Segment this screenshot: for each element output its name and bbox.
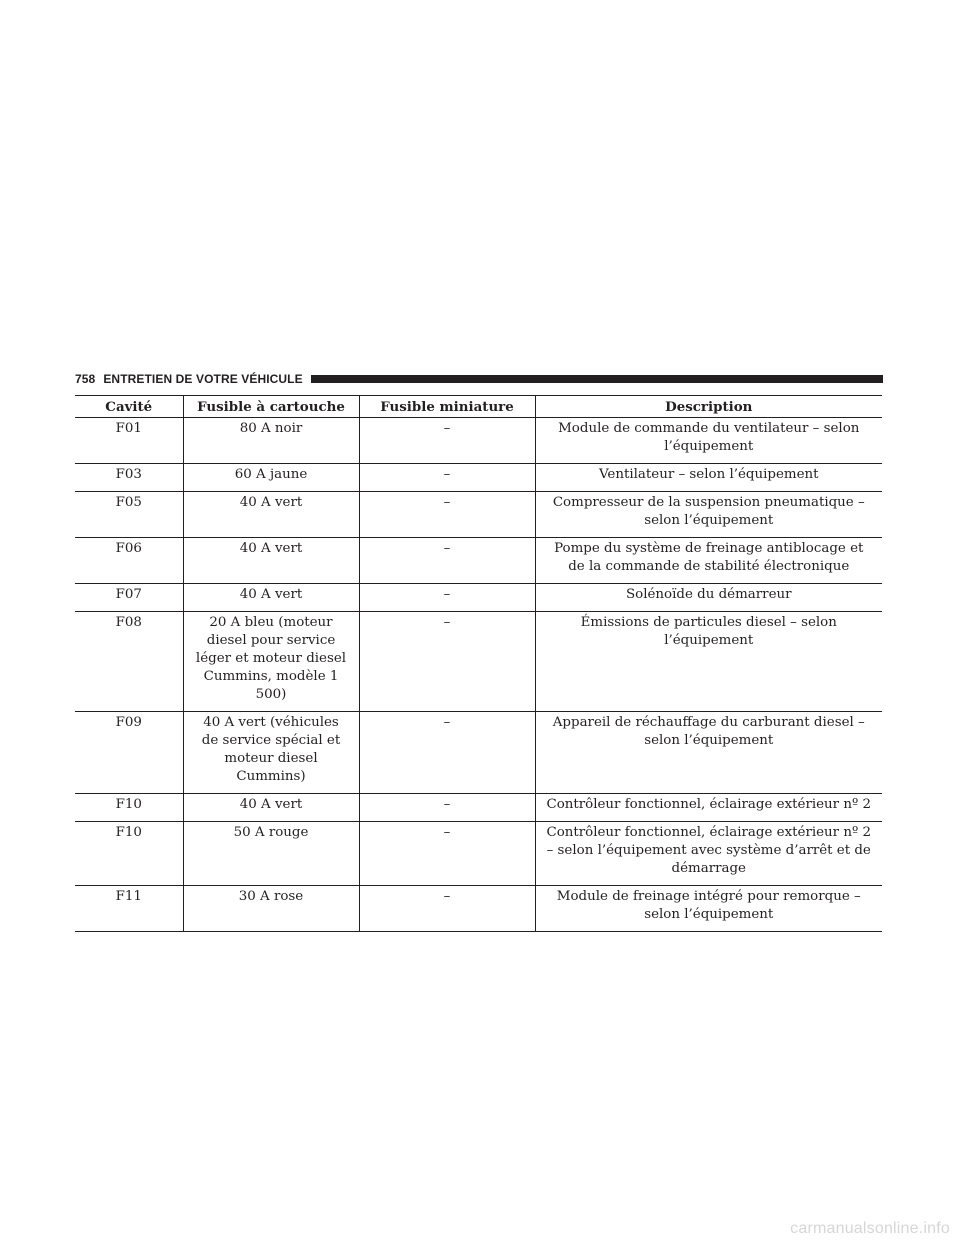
cavity-cell: F06	[75, 538, 183, 584]
table-row	[75, 822, 882, 886]
cavity-cell: F11	[75, 886, 183, 932]
cartridge-fuse-cell: 40 A vert (véhicules de service spécial et moteur diesel Cummins)	[183, 712, 359, 794]
description-cell: Ventilateur – selon l’équipement	[535, 464, 882, 492]
cartridge-fuse-cell: 30 A rose	[183, 886, 359, 932]
column-header-mini-fuse: Fusible miniature	[359, 396, 535, 418]
table-row	[75, 612, 882, 712]
cartridge-fuse-cell: 80 A noir	[183, 418, 359, 464]
description-cell: Compresseur de la suspension pneumatique – selon l’équipement	[535, 492, 882, 538]
description-cell: Solénoïde du démarreur	[535, 584, 882, 612]
cavity-cell: F10	[75, 794, 183, 822]
table-row	[75, 584, 882, 612]
table-row	[75, 492, 882, 538]
description-cell: Émissions de particules diesel – selon l’équipement	[535, 612, 882, 712]
cartridge-fuse-cell: 60 A jaune	[183, 464, 359, 492]
column-header-description: Description	[535, 396, 882, 418]
table-row	[75, 538, 882, 584]
mini-fuse-cell: –	[359, 712, 535, 794]
mini-fuse-cell: –	[359, 464, 535, 492]
cavity-cell: F03	[75, 464, 183, 492]
table-row	[75, 712, 882, 794]
cartridge-fuse-cell: 40 A vert	[183, 794, 359, 822]
mini-fuse-cell: –	[359, 886, 535, 932]
table-row	[75, 464, 882, 492]
table-row	[75, 418, 882, 464]
header-rule	[311, 375, 883, 383]
mini-fuse-cell: –	[359, 538, 535, 584]
cartridge-fuse-cell: 50 A rouge	[183, 822, 359, 886]
description-cell: Module de commande du ventilateur – selon l’équipement	[535, 418, 882, 464]
cavity-cell: F10	[75, 822, 183, 886]
description-cell: Module de freinage intégré pour remorque – selon l’équipement	[535, 886, 882, 932]
description-cell: Pompe du système de freinage antiblocage et de la commande de stabilité électronique	[535, 538, 882, 584]
column-header-cartridge-fuse: Fusible à cartouche	[183, 396, 359, 418]
column-header-cavity: Cavité	[75, 396, 183, 418]
description-cell: Contrôleur fonctionnel, éclairage extérieur nº 2 – selon l’équipement avec système d’arrêt et de démarrage	[535, 822, 882, 886]
table-row	[75, 794, 882, 822]
page-number: 758	[75, 372, 96, 386]
mini-fuse-cell: –	[359, 612, 535, 712]
cartridge-fuse-cell: 20 A bleu (moteur diesel pour service léger et moteur diesel Cummins, modèle 1 500)	[183, 612, 359, 712]
cavity-cell: F08	[75, 612, 183, 712]
cartridge-fuse-cell: 40 A vert	[183, 584, 359, 612]
fuse-table	[75, 395, 882, 932]
cartridge-fuse-cell: 40 A vert	[183, 538, 359, 584]
cartridge-fuse-cell: 40 A vert	[183, 492, 359, 538]
mini-fuse-cell: –	[359, 584, 535, 612]
mini-fuse-cell: –	[359, 822, 535, 886]
page-header	[75, 368, 883, 390]
cavity-cell: F09	[75, 712, 183, 794]
mini-fuse-cell: –	[359, 418, 535, 464]
section-title: ENTRETIEN DE VOTRE VÉHICULE	[103, 372, 303, 386]
table-row	[75, 886, 882, 932]
mini-fuse-cell: –	[359, 492, 535, 538]
cavity-cell: F05	[75, 492, 183, 538]
table-header-row	[75, 396, 882, 418]
cavity-cell: F01	[75, 418, 183, 464]
description-cell: Contrôleur fonctionnel, éclairage extérieur nº 2	[535, 794, 882, 822]
description-cell: Appareil de réchauffage du carburant diesel – selon l’équipement	[535, 712, 882, 794]
watermark-text: carmanualsonline.info	[790, 1220, 950, 1237]
mini-fuse-cell: –	[359, 794, 535, 822]
cavity-cell: F07	[75, 584, 183, 612]
